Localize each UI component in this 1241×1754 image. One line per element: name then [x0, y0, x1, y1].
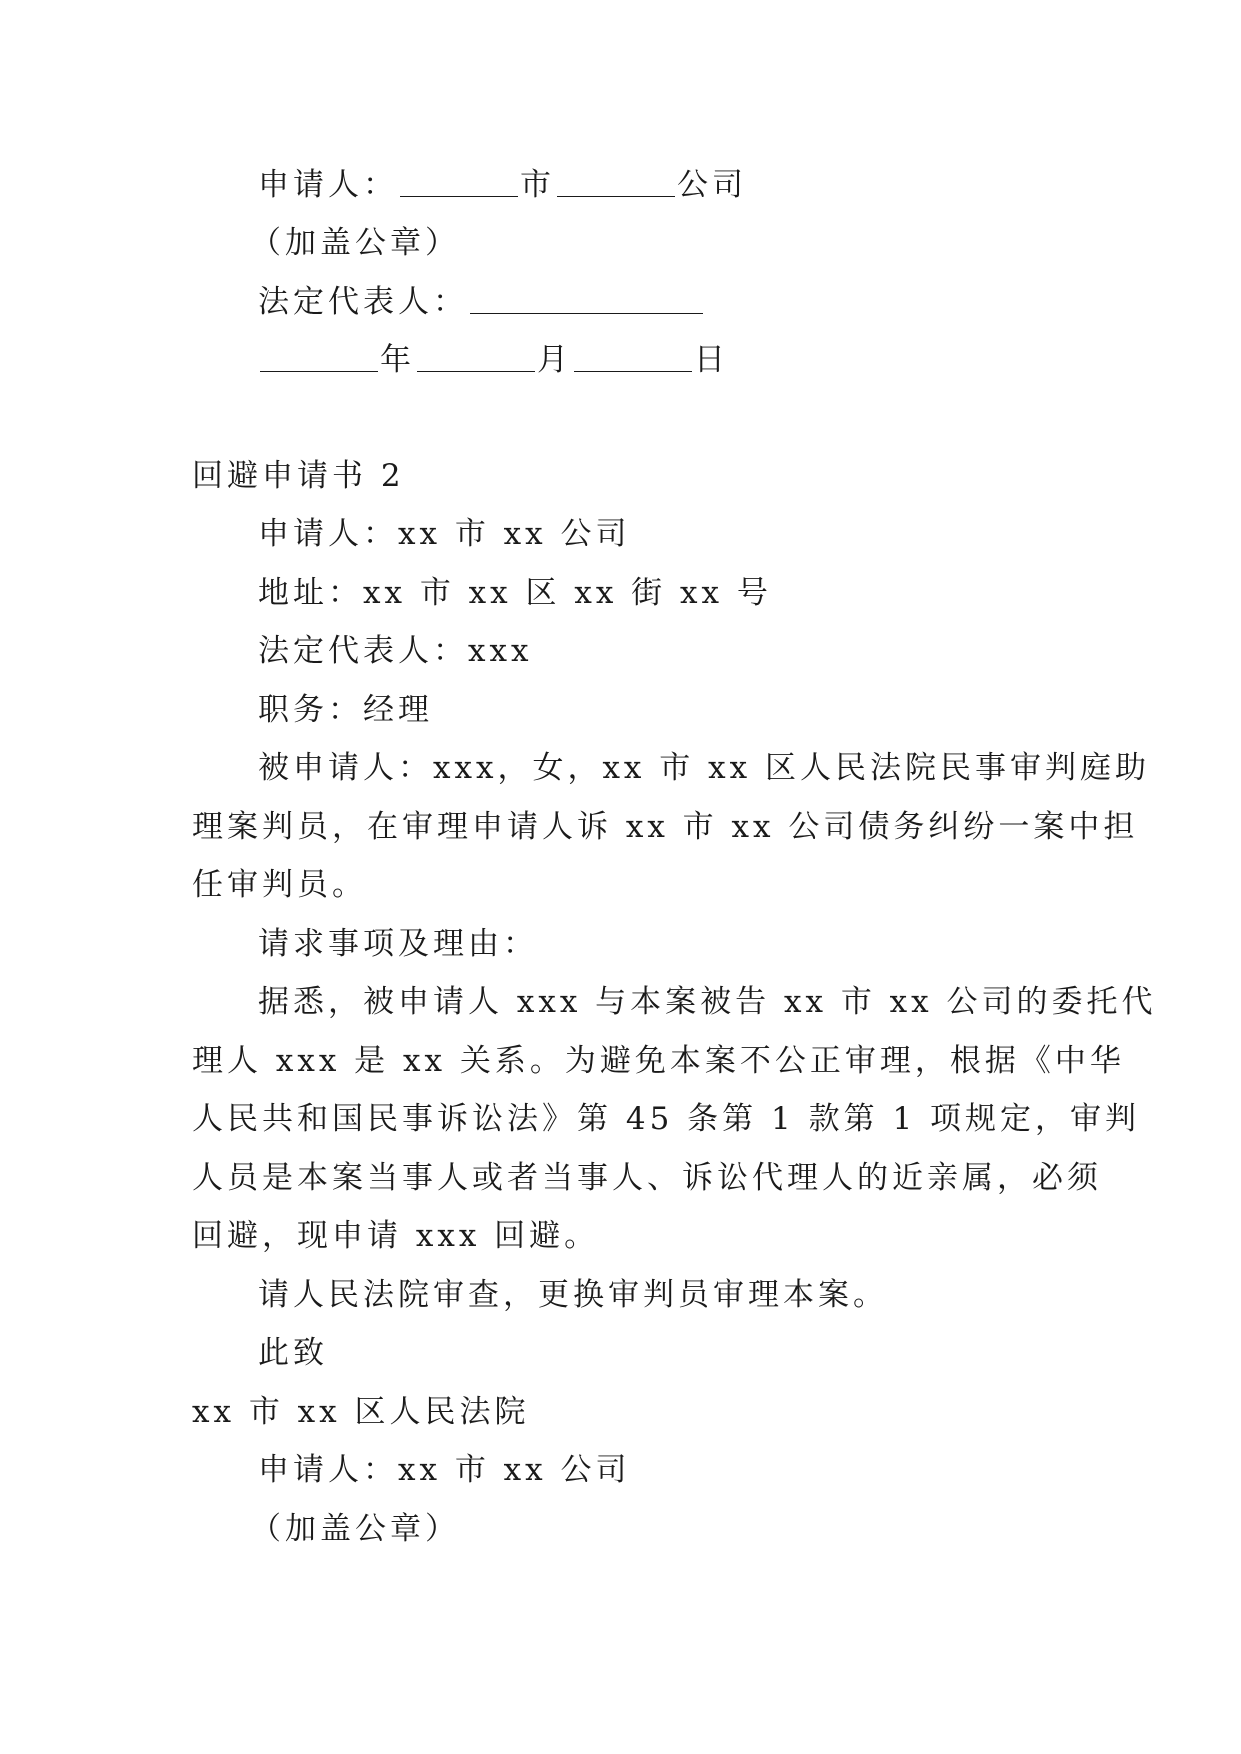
month-blank — [417, 341, 535, 372]
signature-applicant-line — [258, 165, 1118, 205]
request-heading: 请求事项及理由： — [258, 926, 538, 962]
applicant-label: 申请人： — [258, 167, 398, 203]
city-blank — [400, 166, 518, 197]
legal-representative: 法定代表人：xxx — [258, 633, 533, 669]
salutation: 此致 — [258, 1335, 328, 1371]
day-blank — [574, 341, 692, 372]
respondent-line: 理案判员，在审理申请人诉 xx 市 xx 公司债务纠纷一案中担 — [192, 809, 1139, 845]
date-line — [258, 340, 1118, 380]
reason-line: 理人 xxx 是 xx 关系。为避免本案不公正审理，根据《中华 — [192, 1043, 1125, 1079]
city-suffix: 市 — [520, 167, 555, 203]
reason-line: 人员是本案当事人或者当事人、诉讼代理人的近亲属，必须 — [192, 1160, 1102, 1196]
year-blank — [260, 341, 378, 372]
year-label: 年 — [380, 342, 415, 378]
seal-note: （加盖公章） — [250, 1511, 460, 1547]
applicant: 申请人：xx 市 xx 公司 — [258, 516, 631, 552]
legal-rep-blank — [470, 283, 703, 314]
company-suffix: 公司 — [677, 167, 747, 203]
respondent-line: 被申请人：xxx，女，xx 市 xx 区人民法院民事审判庭助 — [258, 750, 1150, 786]
closing-request: 请人民法院审查，更换审判员审理本案。 — [258, 1277, 888, 1313]
reason-line: 回避，现申请 xxx 回避。 — [192, 1218, 600, 1254]
position: 职务：经理 — [258, 692, 433, 728]
reason-line: 人民共和国民事诉讼法》第 45 条第 1 款第 1 项规定，审判 — [192, 1101, 1141, 1137]
seal-note: （加盖公章） — [250, 225, 460, 261]
day-label: 日 — [694, 342, 729, 378]
legal-rep-line — [258, 282, 1118, 322]
month-label: 月 — [537, 342, 572, 378]
legal-rep-label: 法定代表人： — [258, 284, 468, 320]
applicant-signature: 申请人：xx 市 xx 公司 — [258, 1452, 631, 1488]
company-blank — [557, 166, 675, 197]
address: 地址：xx 市 xx 区 xx 街 xx 号 — [258, 575, 772, 611]
document-title: 回避申请书 2 — [192, 458, 405, 494]
court-name: xx 市 xx 区人民法院 — [192, 1394, 530, 1430]
respondent-line: 任审判员。 — [192, 867, 367, 903]
reason-line: 据悉，被申请人 xxx 与本案被告 xx 市 xx 公司的委托代 — [258, 984, 1157, 1020]
